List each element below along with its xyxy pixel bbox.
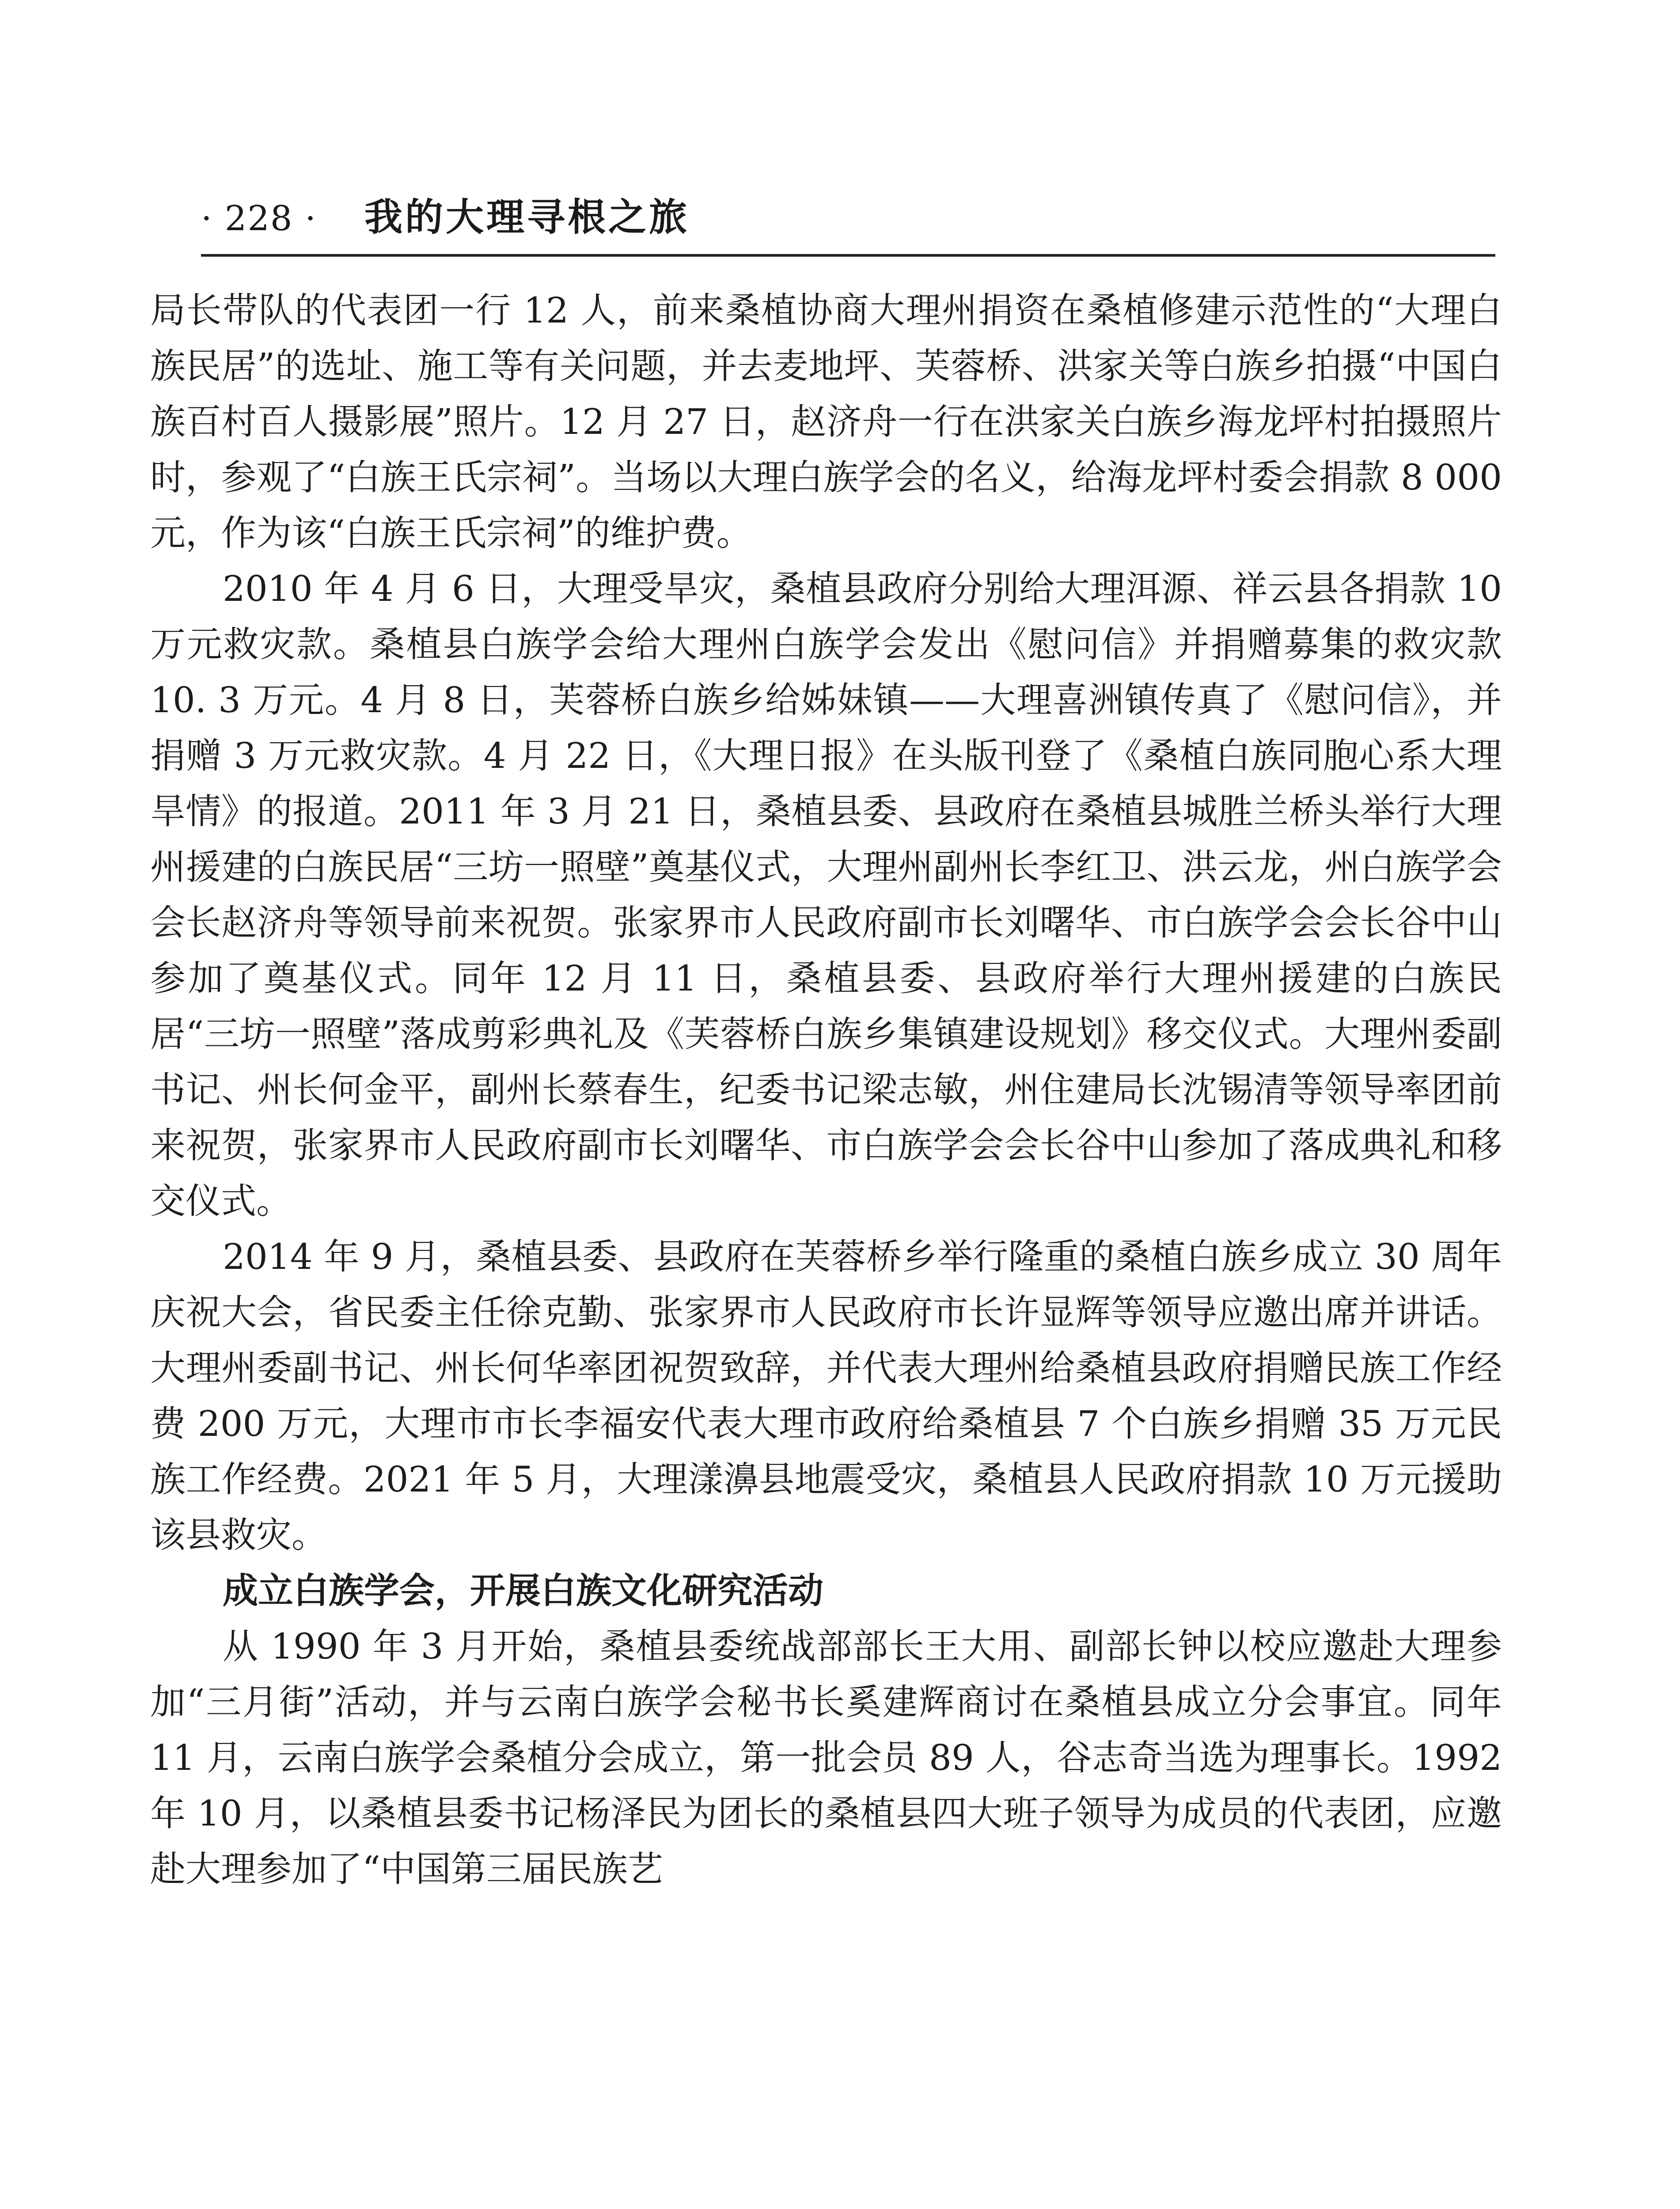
header-rule <box>201 254 1495 257</box>
running-header <box>201 190 1495 239</box>
paragraph: 2014 年 9 月，桑植县委、县政府在芙蓉桥乡举行隆重的桑植白族乡成立 30 周年庆祝大会，省民委主任徐克勤、张家界市人民政府市长许显辉等领导应邀出席并讲话。大理州委副书记、州长何华率团祝贺致辞，并代表大理州给桑植县政府捐赠民族工作经费 200 万元，大理市市长李福安代表大理市政府给桑植县 7 个白族乡捐赠 35 万元民族工作经费。2021 年 5 月，大理漾濞县地震受灾，桑植县人民政府捐款 10 万元援助该县救灾。 <box>150 1236 1502 1556</box>
paragraph-continuation: 局长带队的代表团一行 12 人，前来桑植协商大理州捐资在桑植修建示范性的“大理白族民居”的选址、施工等有关问题，并去麦地坪、芙蓉桥、洪家关等白族乡拍摄“中国白族百村百人摄影展”照片。12 月 27 日，赵济舟一行在洪家关白族乡海龙坪村拍摄照片时，参观了“白族王氏宗祠”。当场以大理白族学会的名义，给海龙坪村委会捐款 8 000 元，作为该“白族王氏宗祠”的维护费。 <box>150 290 1502 554</box>
section-heading: 成立白族学会，开展白族文化研究活动 <box>223 1570 823 1611</box>
book-title: 我的大理寻根之旅 <box>364 195 690 239</box>
page-number: · 228 · <box>201 199 317 239</box>
paragraph: 2010 年 4 月 6 日，大理受旱灾，桑植县政府分别给大理洱源、祥云县各捐款 10 万元救灾款。桑植县白族学会给大理州白族学会发出《慰问信》并捐赠募集的救灾款 10. 3 万元。4 月 8 日，芙蓉桥白族乡给姊妹镇——大理喜洲镇传真了《慰问信》，并捐赠 3 万元救灾款。4 月 22 日，《大理日报》在头版刊登了《桑植白族同胞心系大理旱情》的报道。2011 年 3 月 21 日，桑植县委、县政府在桑植县城胜兰桥头举行大理州援建的白族民居“三坊一照壁”奠基仪式，大理州副州长李红卫、洪云龙，州白族学会会长赵济舟等领导前来祝贺。张家界市人民政府副市长刘曙华、市白族学会会长谷中山参加了奠基仪式。同年 12 月 11 日，桑植县委、县政府举行大理州援建的白族民居“三坊一照壁”落成剪彩典礼及《芙蓉桥白族乡集镇建设规划》移交仪式。大理州委副书记、州长何金平，副州长蔡春生，纪委书记梁志敏，州住建局长沈锡清等领导率团前来祝贺，张家界市人民政府副市长刘曙华、市白族学会会长谷中山参加了落成典礼和移交仪式。 <box>150 568 1502 1222</box>
body-text <box>150 283 1502 1897</box>
paragraph: 从 1990 年 3 月开始，桑植县委统战部部长王大用、副部长钟以校应邀赴大理参加“三月街”活动，并与云南白族学会秘书长奚建辉商讨在桑植县成立分会事宜。同年 11 月，云南白族学会桑植分会成立，第一批会员 89 人，谷志奇当选为理事长。1992 年 10 月，以桑植县委书记杨泽民为团长的桑植县四大班子领导为成员的代表团，应邀赴大理参加了“中国第三届民族艺 <box>150 1626 1502 1890</box>
